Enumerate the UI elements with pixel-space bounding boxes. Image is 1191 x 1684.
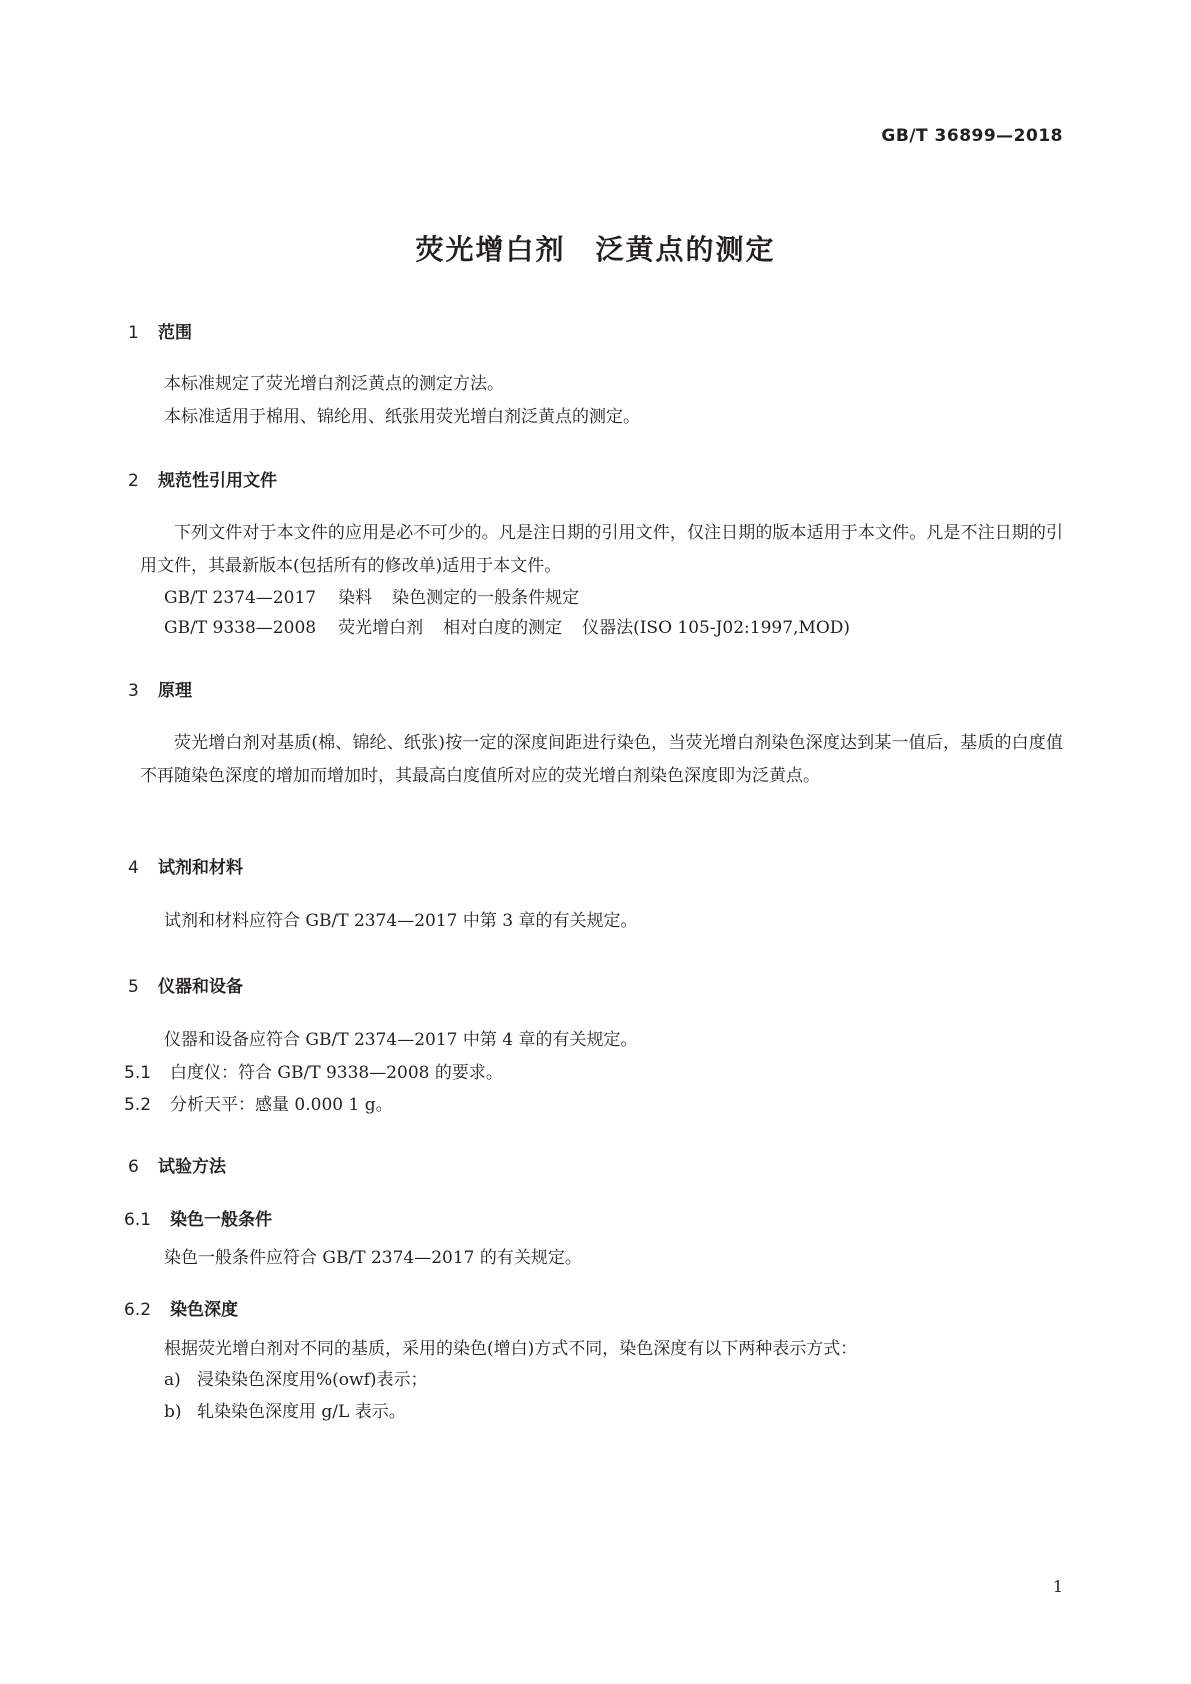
scope-line-2: 本标准适用于棉用、锦纶用、纸张用荧光增白剂泛黄点的测定。: [164, 407, 640, 427]
section-number: 3: [128, 681, 139, 701]
section-1-heading: [128, 318, 192, 343]
subsection-title: 染色深度: [170, 1300, 238, 1320]
section-3-heading: [128, 676, 192, 701]
reference-code: GB/T 9338—2008: [164, 618, 317, 638]
reference-title-a: 荧光增白剂: [338, 618, 424, 638]
document-title: 荧光增白剂 泛黄点的测定: [415, 233, 776, 266]
reference-title-c: 仪器法(ISO 105-J02:1997,MOD): [582, 618, 851, 638]
reference-title-b: 相对白度的测定: [443, 618, 563, 638]
section-number: 4: [128, 858, 139, 878]
reference-title-b: 染色测定的一般条件规定: [392, 588, 580, 608]
subsection-6-2-heading: [124, 1295, 238, 1320]
section-number: 1: [128, 323, 139, 343]
list-item: [164, 1396, 406, 1429]
subclause-text: 白度仪：符合 GB/T 9338—2008 的要求。: [170, 1063, 503, 1083]
subsection-title: 染色一般条件: [170, 1210, 272, 1230]
apparatus-line: 仪器和设备应符合 GB/T 2374—2017 中第 4 章的有关规定。: [164, 1030, 638, 1050]
list-label: b): [164, 1402, 182, 1422]
section-title: 试验方法: [158, 1157, 226, 1177]
scope-line-1: 本标准规定了荧光增白剂泛黄点的测定方法。: [164, 374, 504, 394]
reference-code: GB/T 2374—2017: [164, 588, 317, 608]
paragraph-text: 下列文件对于本文件的应用是必不可少的。凡是注日期的引用文件，仅注日期的版本适用于本文件。凡是不注日期的引用文件，其最新版本(包括所有的修改单)适用于本文件。: [140, 523, 1063, 576]
section-4-heading: [128, 853, 243, 878]
standard-number: GB/T 36899—2018: [881, 126, 1063, 146]
section-title: 规范性引用文件: [158, 471, 277, 491]
subclause-item: [124, 1089, 393, 1122]
section-title: 仪器和设备: [158, 977, 243, 997]
list-text: 浸染染色深度用%(owf)表示；: [197, 1370, 428, 1390]
section-number: 6: [128, 1157, 139, 1177]
subclause-number: 5.2: [124, 1095, 152, 1115]
section-title: 试剂和材料: [158, 858, 243, 878]
principle-paragraph: [140, 727, 1063, 793]
paragraph-text: 荧光增白剂对基质(棉、锦纶、纸张)按一定的深度间距进行染色，当荧光增白剂染色深度达到某一值后，基质的白度值不再随染色深度的增加而增加时，其最高白度值所对应的荧光增白剂染色深度即为泛黄点。: [140, 733, 1063, 786]
reference-item: [164, 612, 850, 645]
subclause-number: 5.1: [124, 1063, 152, 1083]
section-title: 范围: [158, 323, 192, 343]
page-number: 1: [1052, 1577, 1063, 1596]
subclause-text: 分析天平：感量 0.000 1 g。: [170, 1095, 393, 1115]
list-label: a): [164, 1370, 181, 1390]
dyeing-depth-line: 根据荧光增白剂对不同的基质，采用的染色(增白)方式不同，染色深度有以下两种表示方式：: [164, 1339, 858, 1359]
subsection-6-1-heading: [124, 1205, 272, 1230]
section-title: 原理: [158, 681, 192, 701]
list-text: 轧染染色深度用 g/L 表示。: [197, 1402, 406, 1422]
reference-title-a: 染料: [338, 588, 373, 608]
subsection-number: 6.1: [124, 1210, 152, 1230]
section-5-heading: [128, 972, 243, 997]
subclause-item: [124, 1057, 503, 1090]
list-item: [164, 1364, 428, 1397]
section-number: 2: [128, 471, 139, 491]
section-6-heading: [128, 1152, 226, 1177]
reagents-line: 试剂和材料应符合 GB/T 2374—2017 中第 3 章的有关规定。: [164, 911, 638, 931]
section-number: 5: [128, 977, 139, 997]
section-2-heading: [128, 466, 277, 491]
dyeing-conditions-line: 染色一般条件应符合 GB/T 2374—2017 的有关规定。: [164, 1248, 582, 1268]
reference-item: [164, 582, 579, 615]
subsection-number: 6.2: [124, 1300, 152, 1320]
normative-references-paragraph: [140, 517, 1063, 583]
